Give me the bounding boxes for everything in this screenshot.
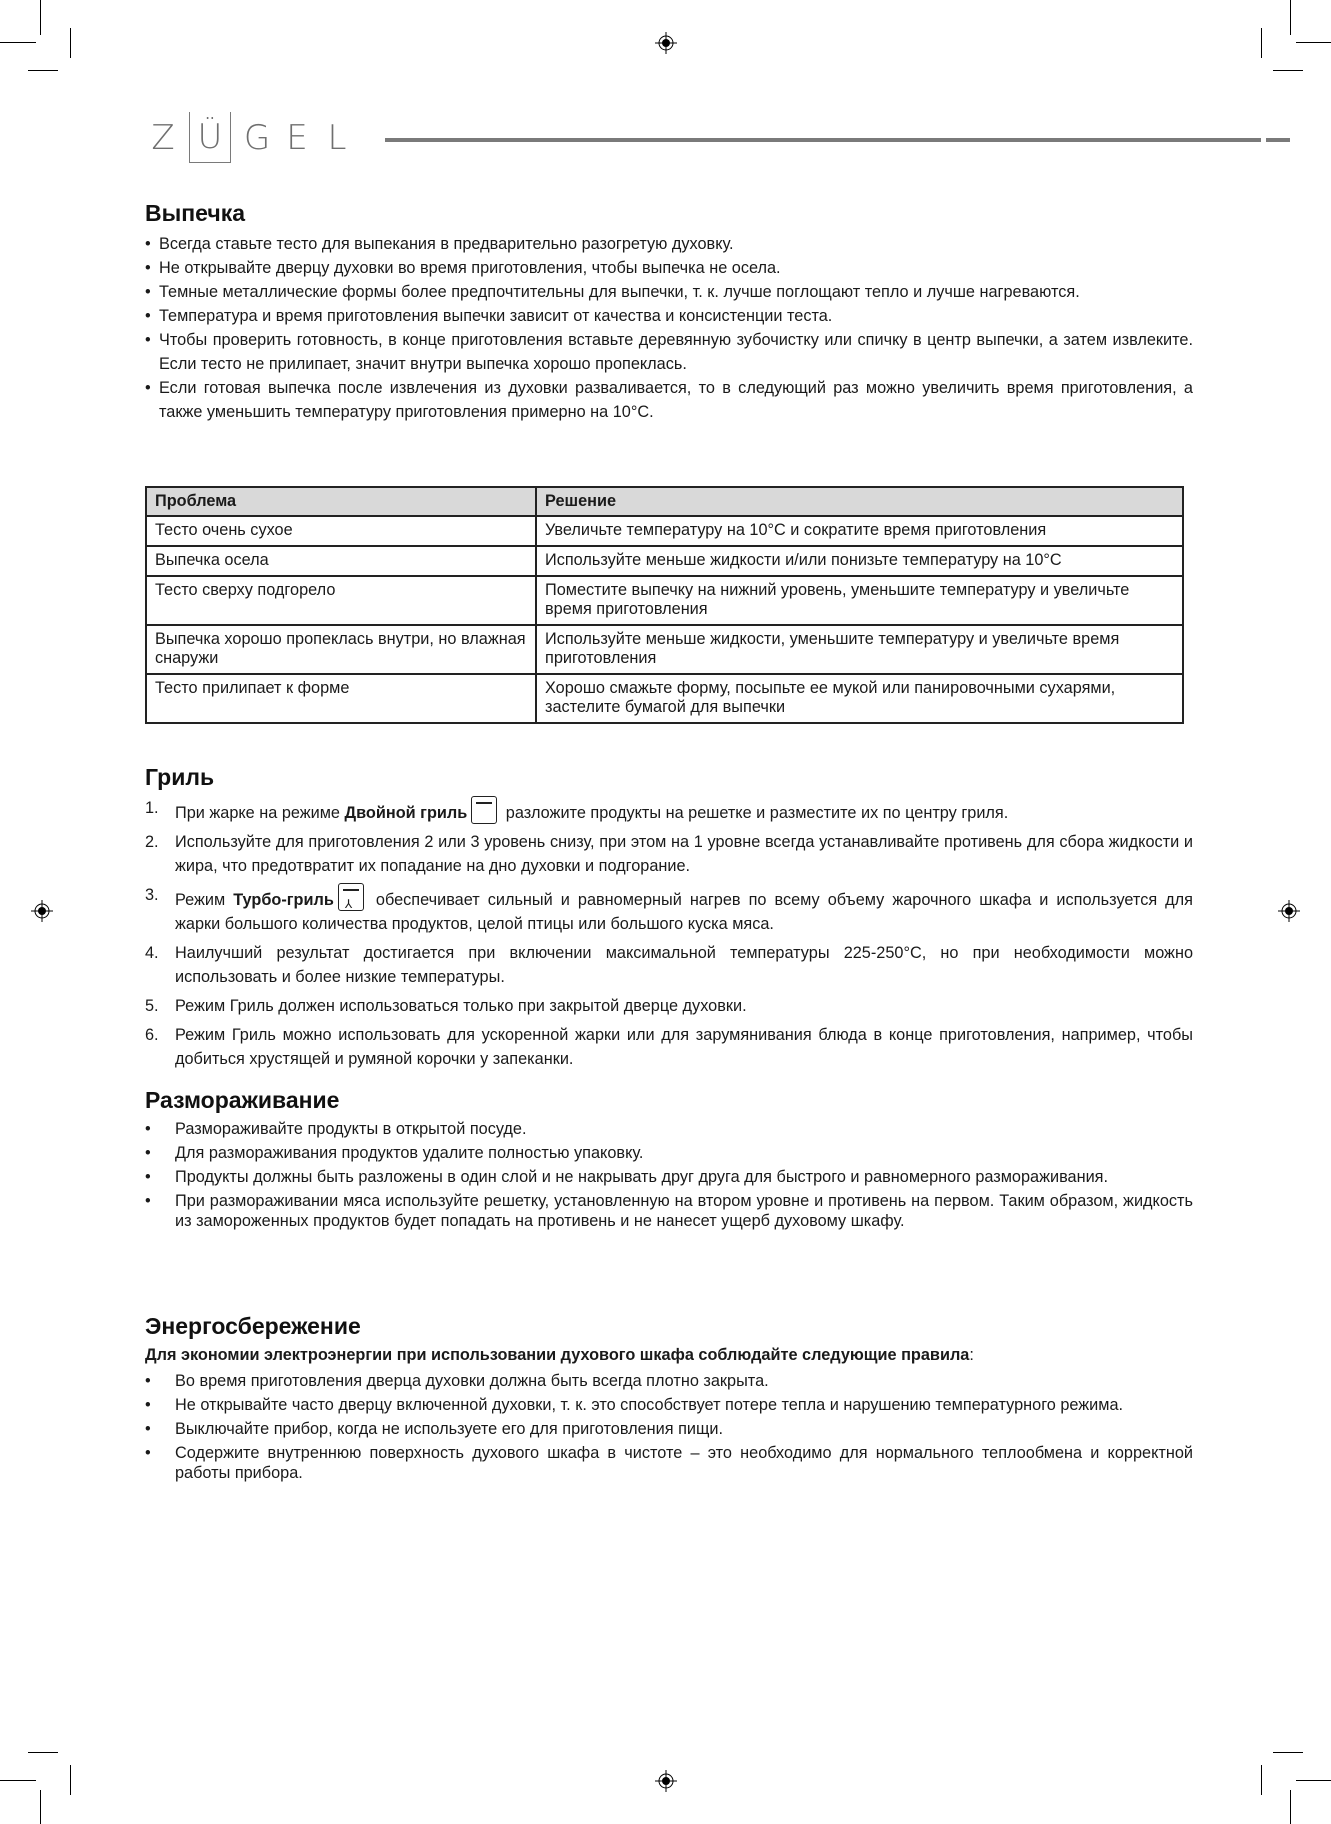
list-item (145, 328, 1193, 376)
bullet: • (145, 1372, 151, 1390)
item-text: Не открывайте дверцу духовки во время приготовления, чтобы выпечка не осела. (159, 259, 781, 277)
crop-mark (1290, 1790, 1291, 1824)
item-text: Режим Гриль можно использовать для ускоренной жарки или для зарумянивания блюда в конце приготовления, например, чтобы добиться хрустящей и румяной корочки у запеканки. (175, 1026, 1193, 1068)
problem-cell: Тесто очень сухое (146, 516, 536, 546)
item-text: Продукты должны быть разложены в один слой и не накрывать друг друга для быстрого и равномерного размораживания. (175, 1168, 1109, 1186)
list-item (145, 256, 1193, 280)
turbo-grill-icon (338, 883, 364, 911)
logo-letter: Z (151, 117, 175, 158)
bullet: • (145, 1168, 151, 1186)
item-text: Для размораживания продуктов удалите полностью упаковку. (175, 1144, 644, 1162)
list-item (145, 941, 1193, 989)
logo-letter: G (243, 117, 271, 158)
registration-mark-icon (655, 1770, 677, 1792)
column-header: Решение (536, 487, 1183, 516)
item-text: Температура и время приготовления выпечки зависит от качества и консистенции теста. (159, 307, 833, 325)
section-title: Энергосбережение (145, 1313, 361, 1339)
table-row (146, 674, 1183, 723)
problem-cell: Тесто прилипает к форме (146, 674, 536, 723)
solution-cell: Поместите выпечку на нижний уровень, уменьшите температуру и увеличьте время приготовления (536, 576, 1183, 625)
bullet: • (145, 1144, 151, 1162)
item-number: 5. (145, 997, 159, 1015)
crop-mark (28, 70, 58, 71)
item-text: Режим Гриль должен использоваться только при закрытой дверце духовки. (175, 997, 747, 1015)
table-row (146, 576, 1183, 625)
crop-mark (0, 1780, 36, 1781)
table-row (146, 516, 1183, 546)
bullet: • (145, 1444, 151, 1462)
crop-mark (1296, 1780, 1331, 1781)
list-item (145, 1167, 1193, 1187)
column-header: Проблема (146, 487, 536, 516)
item-text: Содержите внутреннюю поверхность духового шкафа в чистоте – это необходимо для нормального теплообмена и корректной работы прибора. (175, 1444, 1193, 1482)
table-row (146, 546, 1183, 576)
list-item (145, 830, 1193, 878)
item-text: При размораживании мяса используйте решетку, установленную на втором уровне и противень на первом. Таким образом, жидкость из замороженных продуктов будет попадать на противень и не нанесет ущерб духовому шкафу. (175, 1192, 1193, 1230)
item-text: Чтобы проверить готовность, в конце приготовления вставьте деревянную зубочистку или спичку в центр выпечки, а затем извлеките. Если тесто не прилипает, значит внутри выпечка хорошо пропеклась. (159, 331, 1193, 373)
troubleshooting-table (145, 486, 1184, 724)
bullet: • (145, 1192, 151, 1210)
mode-name: Двойной гриль (344, 804, 468, 822)
bullet: • (145, 1396, 151, 1414)
defrost-section (145, 1085, 1193, 1235)
item-number: 3. (145, 886, 159, 904)
crop-mark (1261, 28, 1262, 58)
list-item (145, 1023, 1193, 1071)
table-row (146, 625, 1183, 674)
solution-cell: Используйте меньше жидкости и/или понизьте температуру на 10°C (536, 546, 1183, 576)
item-number: 2. (145, 833, 159, 851)
item-text: Выключайте прибор, когда не используете его для приготовления пищи. (175, 1420, 724, 1438)
list-item (145, 304, 1193, 328)
crop-mark (70, 28, 71, 58)
problem-cell: Выпечка хорошо пропеклась внутри, но влажная снаружи (146, 625, 536, 674)
solution-cell: Хорошо смажьте форму, посыпьте ее мукой или панировочными сухарями, застелите бумагой для выпечки (536, 674, 1183, 723)
item-number: 1. (145, 799, 159, 817)
section-title: Размораживание (145, 1087, 340, 1113)
section-title: Выпечка (145, 200, 246, 226)
section-title: Гриль (145, 764, 215, 790)
list-item (145, 376, 1193, 424)
list-item (145, 1143, 1193, 1163)
list-item (145, 1371, 1193, 1391)
energy-saving-section (145, 1311, 1193, 1487)
crop-mark (40, 0, 41, 35)
problem-cell: Выпечка осела (146, 546, 536, 576)
brand-logo (143, 112, 357, 163)
problem-cell: Тесто сверху подгорело (146, 576, 536, 625)
registration-mark-icon (31, 900, 53, 922)
header-rule (385, 138, 1261, 142)
crop-mark (0, 42, 36, 43)
list-item (145, 796, 1193, 825)
item-text: Всегда ставьте тесто для выпекания в предварительно разогретую духовку. (159, 235, 734, 253)
item-text (175, 883, 1193, 936)
registration-mark-icon (1278, 900, 1300, 922)
bullet: • (145, 259, 151, 277)
bullet: • (145, 1120, 151, 1138)
item-text: Если готовая выпечка после извлечения из духовки разваливается, то в следующий раз можно увеличить время приготовления, а также уменьшить температуру приготовления примерно на 10°C. (159, 379, 1193, 421)
item-text: Размораживайте продукты в открытой посуде. (175, 1120, 527, 1138)
list-item (145, 1395, 1193, 1415)
solution-cell: Используйте меньше жидкости, уменьшите температуру и увеличьте время приготовления (536, 625, 1183, 674)
list-item (145, 1191, 1193, 1231)
item-text: Не открывайте часто дверцу включенной духовки, т. к. это способствует потере тепла и нарушению температурного режима. (175, 1396, 1124, 1414)
baking-section (145, 198, 1193, 424)
list-item (145, 994, 1193, 1018)
crop-mark (28, 1752, 58, 1753)
registration-mark-icon (655, 32, 677, 54)
bullet: • (145, 1420, 151, 1438)
list-item (145, 1419, 1193, 1439)
item-text: Во время приготовления дверца духовки должна быть всегда плотно закрыта. (175, 1372, 769, 1390)
crop-mark (1261, 1765, 1262, 1795)
text: Режим (175, 891, 234, 909)
crop-mark (40, 1790, 41, 1824)
bullet: • (145, 379, 151, 397)
crop-mark (1296, 42, 1331, 43)
text: разложите продукты на решетке и разместите их по центру гриля. (501, 804, 1009, 822)
list-item (145, 1119, 1193, 1139)
logo-letter: E (286, 117, 308, 158)
logo-letter: L (327, 117, 347, 158)
mode-name: Турбо-гриль (233, 891, 334, 909)
crop-mark (70, 1765, 71, 1795)
item-number: 4. (145, 944, 159, 962)
intro-text: Для экономии электроэнергии при использовании духового шкафа соблюдайте следующие правила (145, 1346, 970, 1364)
item-text: Наилучший результат достигается при включении максимальной температуры 225-250°C, но при необходимости можно использовать и более низкие температуры. (175, 944, 1193, 986)
bullet: • (145, 283, 151, 301)
list-item (145, 280, 1193, 304)
list-item (145, 883, 1193, 936)
text: обеспечивает сильный и равномерный нагрев по всему объему жарочного шкафа и используется для жарки большого количества продуктов, целой птицы или большого куска мяса. (175, 891, 1194, 933)
crop-mark (1273, 70, 1303, 71)
bullet: • (145, 331, 151, 349)
double-grill-icon (471, 796, 497, 824)
intro (145, 1345, 1193, 1365)
item-number: 6. (145, 1026, 159, 1044)
crop-mark (1290, 0, 1291, 35)
header-rule-end (1266, 138, 1290, 142)
item-text: Темные металлические формы более предпочтительны для выпечки, т. к. лучше поглощают тепло и лучше нагреваются. (159, 283, 1080, 301)
bullet: • (145, 307, 151, 325)
logo-letter: Ü (189, 112, 231, 163)
crop-mark (1273, 1752, 1303, 1753)
list-item (145, 1443, 1193, 1483)
item-text (175, 796, 1193, 825)
grill-section (145, 762, 1193, 1076)
item-text: Используйте для приготовления 2 или 3 уровень снизу, при этом на 1 уровне всегда устанавливайте противень для сбора жидкости и жира, что предотвратит их попадание на дно духовки и подгорание. (175, 833, 1193, 875)
list-item (145, 232, 1193, 256)
intro-end: : (969, 1346, 974, 1364)
solution-cell: Увеличьте температуру на 10°C и сократите время приготовления (536, 516, 1183, 546)
text: При жарке на режиме (175, 804, 345, 822)
bullet: • (145, 235, 151, 253)
